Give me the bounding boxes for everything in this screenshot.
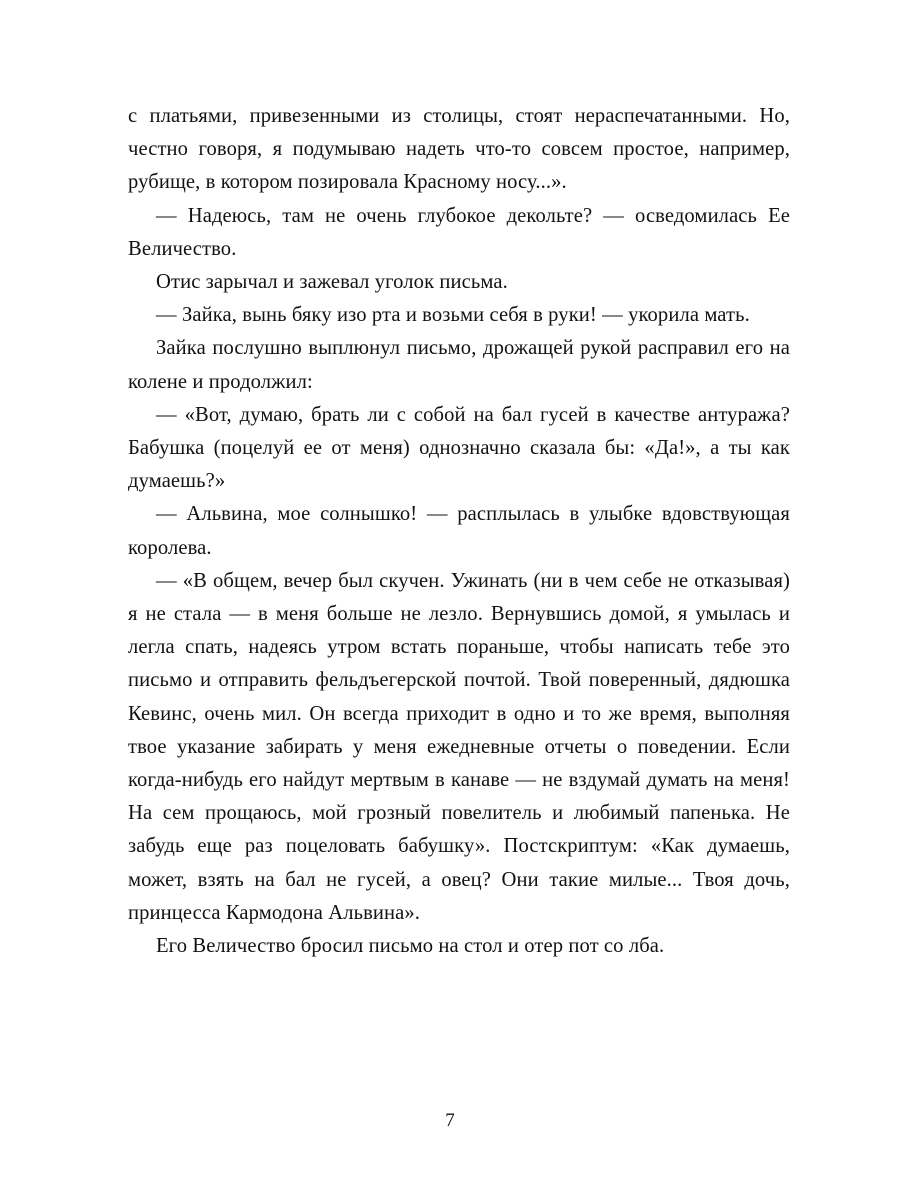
paragraph: — Зайка, вынь бяку изо рта и возьми себя в руки! — укорила мать.	[156, 304, 750, 327]
paragraph: с платьями, привезенными из столицы, стоят нераспечатанными. Но, честно говоря, я подумываю надеть что-то совсем простое, например, рубище, в котором позировала Красному носу...».	[128, 105, 790, 194]
paragraph: — Альвина, мое солнышко! — расплылась в улыбке вдовствующая королева.	[128, 503, 790, 559]
paragraph: Его Величество бросил письмо на стол и отер пот со лба.	[156, 935, 665, 958]
paragraph: Отис зарычал и зажевал уголок письма.	[156, 271, 508, 294]
paragraph: — «Вот, думаю, брать ли с собой на бал гусей в качестве антуража? Бабушка (поцелуй ее от меня) однозначно сказала бы: «Да!», а ты как думаешь?»	[128, 403, 790, 493]
paragraph: Зайка послушно выплюнул письмо, дрожащей рукой расправил его на колене и продолжил:	[128, 337, 790, 393]
body-text-column	[128, 100, 790, 963]
page-number: 7	[445, 1110, 455, 1131]
paragraph: — Надеюсь, там не очень глубокое декольте? — осведомилась Ее Величество.	[128, 204, 790, 260]
paragraph: — «В общем, вечер был скучен. Ужинать (ни в чем себе не отказывая) я не стала — в меня больше не лезло. Вернувшись домой, я умылась и легла спать, надеясь утром встать пораньше, чтобы написать тебе это письмо и отправить фельдъегерской почтой. Твой поверенный, дядюшка Кевинс, очень мил. Он всегда приходит в одно и то же время, выполняя твое указание забирать у меня ежедневные отчеты о поведении. Если когда-нибудь его найдут мертвым в канаве — не вздумай думать на меня! На сем прощаюсь, мой грозный повелитель и любимый папенька. Не забудь еще раз поцеловать бабушку». Постскриптум: «Как думаешь, может, взять на бал не гусей, а овец? Они такие милые... Твоя дочь, принцесса Кармодона Альвина».	[128, 569, 790, 924]
